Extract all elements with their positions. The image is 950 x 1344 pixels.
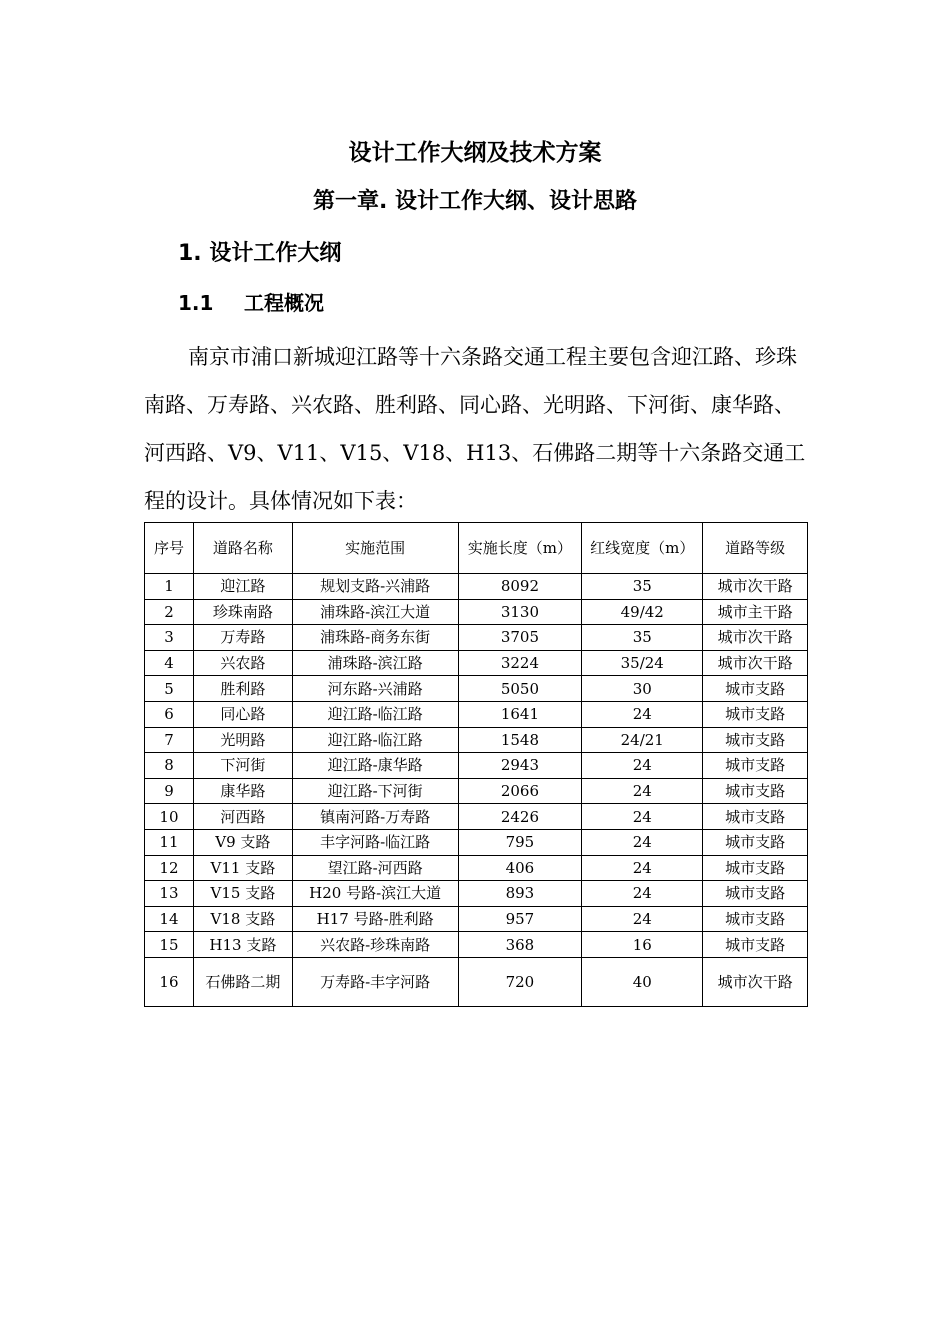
cell-index: 15 <box>145 932 194 958</box>
cell-range: 丰字河路-临江路 <box>292 829 458 855</box>
table-row <box>145 574 808 600</box>
cell-grade: 城市次干路 <box>703 625 808 651</box>
cell-width: 40 <box>582 957 703 1006</box>
cell-grade: 城市支路 <box>703 906 808 932</box>
cell-road-name: 河西路 <box>193 804 292 830</box>
cell-road-name: H13 支路 <box>193 932 292 958</box>
cell-grade: 城市支路 <box>703 881 808 907</box>
table-row <box>145 701 808 727</box>
cell-grade: 城市主干路 <box>703 599 808 625</box>
cell-grade: 城市支路 <box>703 778 808 804</box>
cell-index: 10 <box>145 804 194 830</box>
cell-index: 2 <box>145 599 194 625</box>
cell-road-name: V9 支路 <box>193 829 292 855</box>
cell-grade: 城市支路 <box>703 932 808 958</box>
subsection-heading <box>178 287 324 316</box>
cell-range: 兴农路-珍珠南路 <box>292 932 458 958</box>
cell-range: 浦珠路-滨江大道 <box>292 599 458 625</box>
cell-width: 24 <box>582 701 703 727</box>
cell-length: 3705 <box>458 625 582 651</box>
cell-index: 11 <box>145 829 194 855</box>
cell-road-name: 万寿路 <box>193 625 292 651</box>
table-row <box>145 855 808 881</box>
cell-range: 镇南河路-万寿路 <box>292 804 458 830</box>
table-row <box>145 906 808 932</box>
cell-range: 迎江路-临江路 <box>292 727 458 753</box>
chapter-heading: 第一章. 设计工作大纲、设计思路 <box>312 189 638 214</box>
table-row <box>145 932 808 958</box>
cell-width: 24 <box>582 829 703 855</box>
cell-length: 720 <box>458 957 582 1006</box>
cell-index: 9 <box>145 778 194 804</box>
cell-length: 3224 <box>458 650 582 676</box>
cell-width: 24 <box>582 753 703 779</box>
cell-range: 万寿路-丰字河路 <box>292 957 458 1006</box>
overview-paragraph: 南京市浦口新城迎江路等十六条路交通工程主要包含迎江路、珍珠南路、万寿路、兴农路、胜利路、同心路、光明路、下河街、康华路、河西路、V9、V11、V15、V18、H13、石佛路二期等十六条路交通工程的设计。具体情况如下表： <box>144 345 806 513</box>
cell-width: 24 <box>582 804 703 830</box>
cell-range: 浦珠路-商务东街 <box>292 625 458 651</box>
cell-grade: 城市次干路 <box>703 574 808 600</box>
header-width: 红线宽度（m） <box>582 523 703 574</box>
table-header-row <box>145 523 808 574</box>
table-row <box>145 957 808 1006</box>
cell-width: 24 <box>582 906 703 932</box>
cell-index: 1 <box>145 574 194 600</box>
cell-index: 4 <box>145 650 194 676</box>
cell-grade: 城市次干路 <box>703 957 808 1006</box>
cell-road-name: V18 支路 <box>193 906 292 932</box>
cell-length: 957 <box>458 906 582 932</box>
cell-grade: 城市支路 <box>703 855 808 881</box>
cell-length: 795 <box>458 829 582 855</box>
cell-length: 2066 <box>458 778 582 804</box>
table-row <box>145 676 808 702</box>
cell-width: 24/21 <box>582 727 703 753</box>
header-range: 实施范围 <box>292 523 458 574</box>
section-heading: 1. 设计工作大纲 <box>178 241 342 266</box>
cell-grade: 城市支路 <box>703 804 808 830</box>
cell-range: 规划支路-兴浦路 <box>292 574 458 600</box>
cell-range: 浦珠路-滨江路 <box>292 650 458 676</box>
table-row <box>145 881 808 907</box>
cell-index: 14 <box>145 906 194 932</box>
cell-road-name: 兴农路 <box>193 650 292 676</box>
cell-width: 24 <box>582 778 703 804</box>
cell-road-name: 珍珠南路 <box>193 599 292 625</box>
cell-index: 13 <box>145 881 194 907</box>
table-row <box>145 829 808 855</box>
cell-length: 1641 <box>458 701 582 727</box>
cell-road-name: 康华路 <box>193 778 292 804</box>
cell-width: 35 <box>582 574 703 600</box>
table-row <box>145 625 808 651</box>
cell-road-name: 光明路 <box>193 727 292 753</box>
cell-range: 迎江路-下河街 <box>292 778 458 804</box>
cell-range: 迎江路-临江路 <box>292 701 458 727</box>
cell-length: 5050 <box>458 676 582 702</box>
road-table <box>144 522 808 1007</box>
table-row <box>145 778 808 804</box>
cell-index: 3 <box>145 625 194 651</box>
cell-grade: 城市支路 <box>703 701 808 727</box>
document-title: 设计工作大纲及技术方案 <box>348 140 602 166</box>
table-row <box>145 753 808 779</box>
cell-index: 16 <box>145 957 194 1006</box>
header-index: 序号 <box>145 523 194 574</box>
cell-length: 1548 <box>458 727 582 753</box>
cell-road-name: 胜利路 <box>193 676 292 702</box>
cell-width: 35 <box>582 625 703 651</box>
cell-road-name: 同心路 <box>193 701 292 727</box>
cell-index: 8 <box>145 753 194 779</box>
cell-grade: 城市支路 <box>703 829 808 855</box>
cell-road-name: V11 支路 <box>193 855 292 881</box>
cell-length: 2426 <box>458 804 582 830</box>
cell-road-name: 下河街 <box>193 753 292 779</box>
cell-width: 30 <box>582 676 703 702</box>
cell-index: 12 <box>145 855 194 881</box>
cell-index: 5 <box>145 676 194 702</box>
subsection-number: 1.1 <box>178 291 214 315</box>
cell-width: 35/24 <box>582 650 703 676</box>
header-grade: 道路等级 <box>703 523 808 574</box>
cell-road-name: 石佛路二期 <box>193 957 292 1006</box>
cell-grade: 城市次干路 <box>703 650 808 676</box>
table-row <box>145 650 808 676</box>
cell-grade: 城市支路 <box>703 727 808 753</box>
table-body <box>145 574 808 1007</box>
cell-length: 2943 <box>458 753 582 779</box>
cell-index: 7 <box>145 727 194 753</box>
cell-grade: 城市支路 <box>703 753 808 779</box>
cell-length: 406 <box>458 855 582 881</box>
cell-range: 河东路-兴浦路 <box>292 676 458 702</box>
cell-range: 迎江路-康华路 <box>292 753 458 779</box>
table-row <box>145 599 808 625</box>
cell-length: 368 <box>458 932 582 958</box>
cell-range: H17 号路-胜利路 <box>292 906 458 932</box>
cell-width: 24 <box>582 855 703 881</box>
cell-road-name: V15 支路 <box>193 881 292 907</box>
cell-width: 24 <box>582 881 703 907</box>
cell-grade: 城市支路 <box>703 676 808 702</box>
cell-width: 49/42 <box>582 599 703 625</box>
cell-length: 3130 <box>458 599 582 625</box>
cell-index: 6 <box>145 701 194 727</box>
subsection-title: 工程概况 <box>244 291 324 315</box>
cell-length: 893 <box>458 881 582 907</box>
cell-range: 望江路-河西路 <box>292 855 458 881</box>
header-length: 实施长度（m） <box>458 523 582 574</box>
cell-road-name: 迎江路 <box>193 574 292 600</box>
header-road-name: 道路名称 <box>193 523 292 574</box>
cell-length: 8092 <box>458 574 582 600</box>
table-row <box>145 727 808 753</box>
table-row <box>145 804 808 830</box>
cell-range: H20 号路-滨江大道 <box>292 881 458 907</box>
cell-width: 16 <box>582 932 703 958</box>
